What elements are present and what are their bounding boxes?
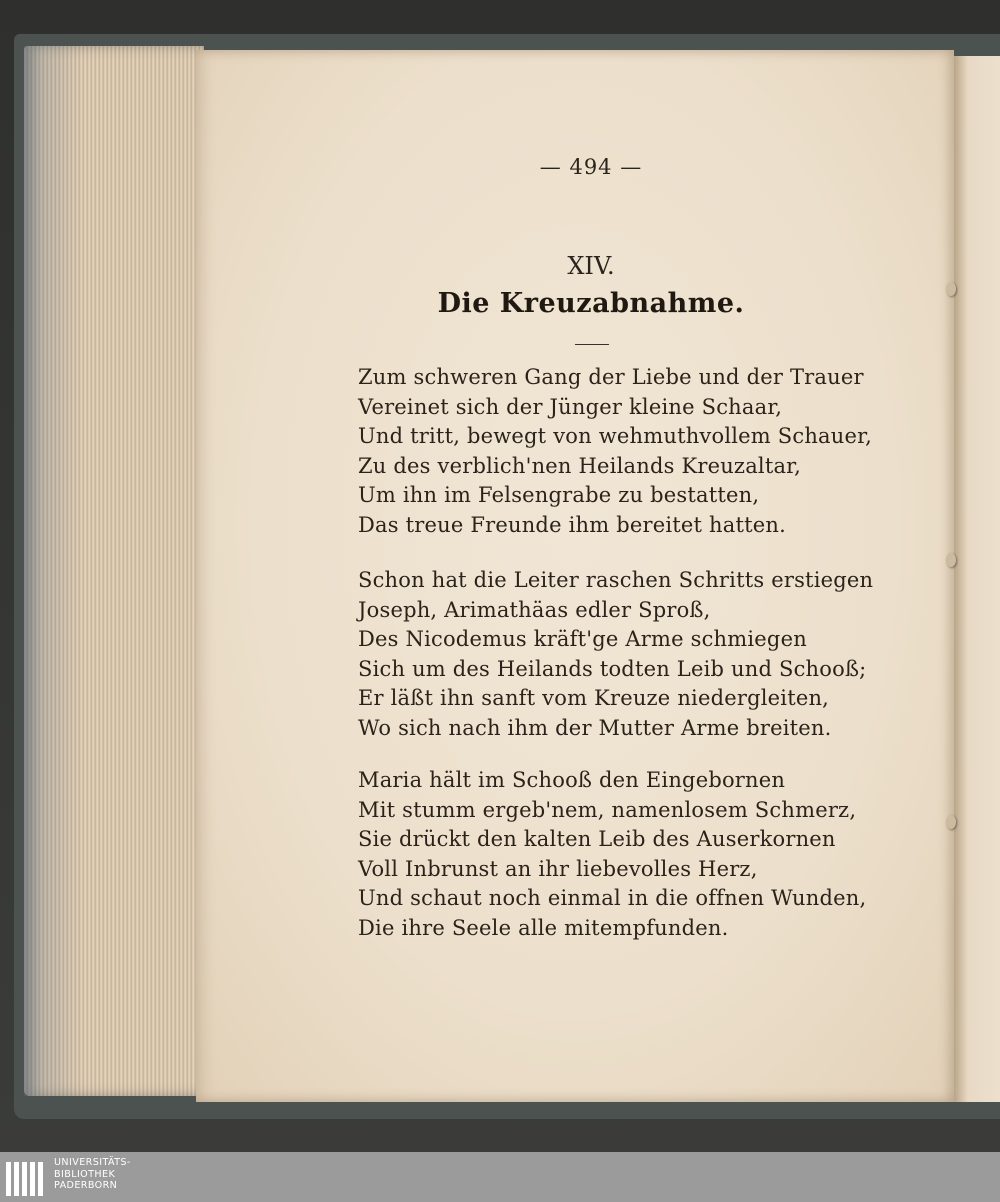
binding-stitch: [946, 815, 956, 829]
library-name-line: UNIVERSITÄTS-: [54, 1157, 131, 1168]
poem-line: Das treue Freunde ihm bereitet hatten.: [358, 512, 786, 537]
binding-stitch: [946, 553, 956, 567]
right-page-edge: [954, 56, 1000, 1102]
title-divider: [575, 344, 609, 345]
poem-line: Und tritt, bewegt von wehmuthvollem Schauer,: [358, 424, 872, 449]
library-footer: [0, 1152, 1000, 1202]
poem-line: Wo sich nach ihm der Mutter Arme breiten.: [358, 715, 832, 740]
stanza: [358, 766, 867, 944]
page-number: — 494 —: [539, 155, 643, 179]
library-name: [54, 1157, 131, 1192]
library-stripes-logo-icon: [6, 1158, 48, 1196]
poem-line: Sich um des Heilands todten Leib und Schooß;: [358, 656, 867, 681]
stanza: [358, 566, 874, 744]
poem-line: Voll Inbrunst an ihr liebevolles Herz,: [358, 856, 758, 881]
library-name-line: PADERBORN: [54, 1180, 118, 1191]
poem-line: Schon hat die Leiter raschen Schritts erstiegen: [358, 568, 874, 592]
section-number: XIV.: [567, 252, 615, 280]
poem-line: Zum schweren Gang der Liebe und der Trauer: [358, 365, 864, 389]
left-page-edges: [24, 46, 204, 1096]
poem-line: Des Nicodemus kräft'ge Arme schmiegen: [358, 627, 807, 652]
poem-line: Zu des verblich'nen Heilands Kreuzaltar,: [358, 453, 801, 478]
poem-line: Mit stumm ergeb'nem, namenlosem Schmerz,: [358, 797, 857, 822]
poem-line: Um ihn im Felsengrabe zu bestatten,: [358, 483, 760, 508]
poem-line: Joseph, Arimathäas edler Sproß,: [358, 597, 711, 622]
library-name-line: BIBLIOTHEK: [54, 1168, 116, 1180]
stanza: [358, 363, 872, 541]
poem-line: Maria hält im Schooß den Eingebornen: [358, 768, 786, 792]
poem-line: Und schaut noch einmal in die offnen Wunden,: [358, 886, 867, 911]
poem-line: Die ihre Seele alle mitempfunden.: [358, 915, 729, 940]
poem-title: Die Kreuzabnahme.: [437, 288, 745, 319]
poem-line: Vereinet sich der Jünger kleine Schaar,: [358, 394, 783, 419]
poem-line: Er läßt ihn sanft vom Kreuze niedergleiten,: [358, 686, 830, 711]
poem-line: Sie drückt den kalten Leib des Auserkornen: [358, 827, 836, 852]
